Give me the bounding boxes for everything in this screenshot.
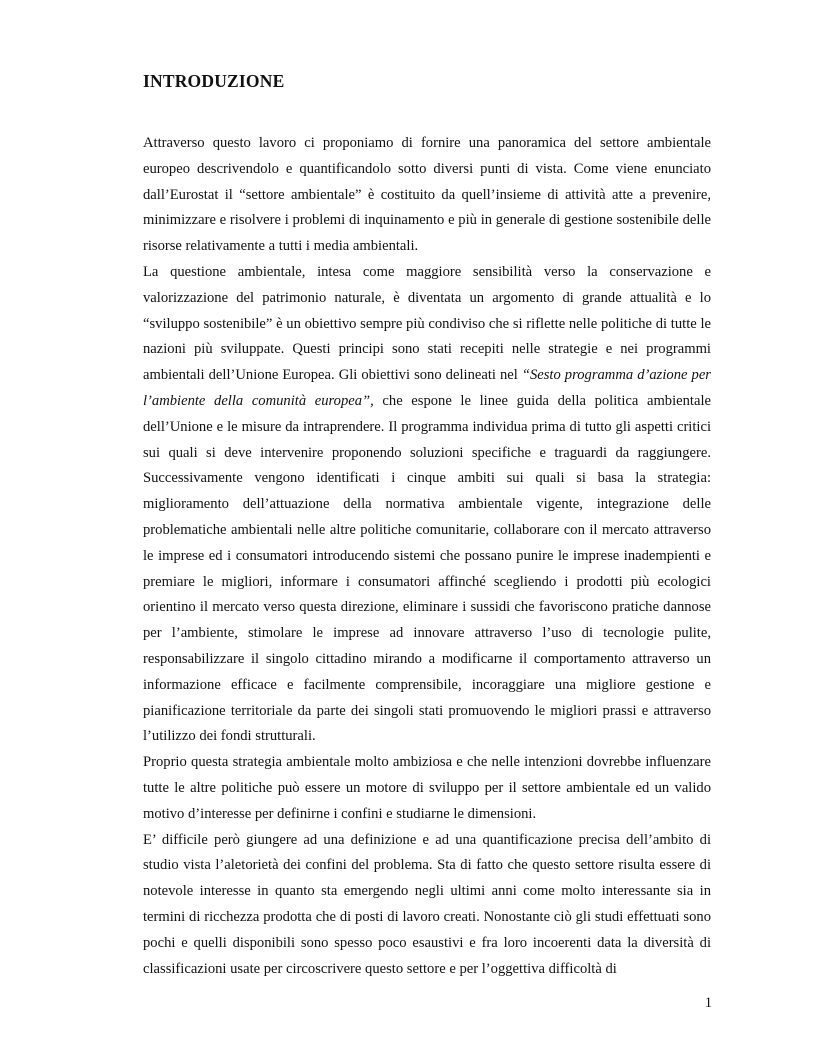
- paragraph-2-text-start: La questione ambientale, intesa come maggiore sensibilità verso la conservazione e valorizzazione del patrimonio naturale, è diventata un argomento di grande attualità e lo “sviluppo sostenibile” è un obiettivo sempre più condiviso che si riflette nelle politiche di tutte le nazioni più sviluppate. Questi principi sono stati recepiti nelle strategie e nei programmi ambientali dell’Unione Europea. Gli obiettivi sono delineati nel: [143, 263, 711, 384]
- paragraph-2: [143, 260, 711, 750]
- paragraph-1-text: Attraverso questo lavoro ci proponiamo di fornire una panoramica del settore ambientale europeo descrivendolo e quantificandolo sotto diversi punti di vista. Come viene enunciato dall’Eurostat il “settore ambientale” è costituito da quell’insieme di attività atte a prevenire, minimizzare e risolvere i problemi di inquinamento e più in generale di gestione sostenibile delle risorse relativamente a tutti i media ambientali.: [143, 135, 711, 255]
- paragraph-3: [143, 750, 711, 827]
- paragraph-4-text: E’ difficile però giungere ad una definizione e ad una quantificazione precisa dell’ambito di studio vista l’aletorietà dei confini del problema. Sta di fatto che questo settore risulta essere di notevole interesse in quanto sta emergendo negli ultimi anni come molto interessante sia in termini di ricchezza prodotta che di posti di lavoro creati. Nonostante ciò gli studi effettuati sono pochi e quelli disponibili sono spesso poco esaustivi e fra loro incoerenti data la diversità di classificazioni usate per circoscrivere questo settore e per l’oggettiva difficoltà di: [143, 831, 711, 977]
- paragraph-1: [143, 131, 711, 260]
- paragraph-2-text-end: , che espone le linee guida della politica ambientale dell’Unione e le misure da intraprendere. Il programma individua prima di tutto gli aspetti critici sui quali si deve intervenire proponendo soluzioni specifiche e traguardi da raggiungere. Successivamente vengono identificati i cinque ambiti sui quali si basa la strategia: miglioramento dell’attuazione della normativa ambientale vigente, integrazione delle problematiche ambientali nelle altre politiche comunitarie, collaborare con il mercato attraverso le imprese ed i consumatori introducendo sistemi che possano punire le imprese inadempienti e premiare le migliori, informare i consumatori affinché scegliendo i prodotti più ecologici orientino il mercato verso questa direzione, eliminare i sussidi che favoriscono pratiche dannose per l’ambiente, stimolare le imprese ad innovare attraverso l’uso di tecnologie pulite, responsabilizzare il singolo cittadino mirando a modificarne il comportamento attraverso un informazione efficace e facilmente comprensibile, incoraggiare una migliore gestione e pianificazione territoriale da parte dei singoli stati promuovendo le migliori prassi e attraverso l’utilizzo dei fondi strutturali.: [143, 392, 711, 745]
- program-title-italic: “Sesto programma d’azione per l’ambiente della comunità europea”: [143, 367, 711, 409]
- section-heading: INTRODUZIONE: [143, 71, 285, 91]
- paragraph-3-text: Proprio questa strategia ambientale molto ambiziosa e che nelle intenzioni dovrebbe influenzare tutte le altre politiche può essere un motore di sviluppo per il settore ambientale ed un valido motivo d’interesse per definirne i confini e studiarne le dimensioni.: [143, 754, 711, 822]
- paragraph-4: [143, 828, 711, 983]
- body-text: [143, 131, 711, 982]
- page-number: 1: [704, 995, 712, 1011]
